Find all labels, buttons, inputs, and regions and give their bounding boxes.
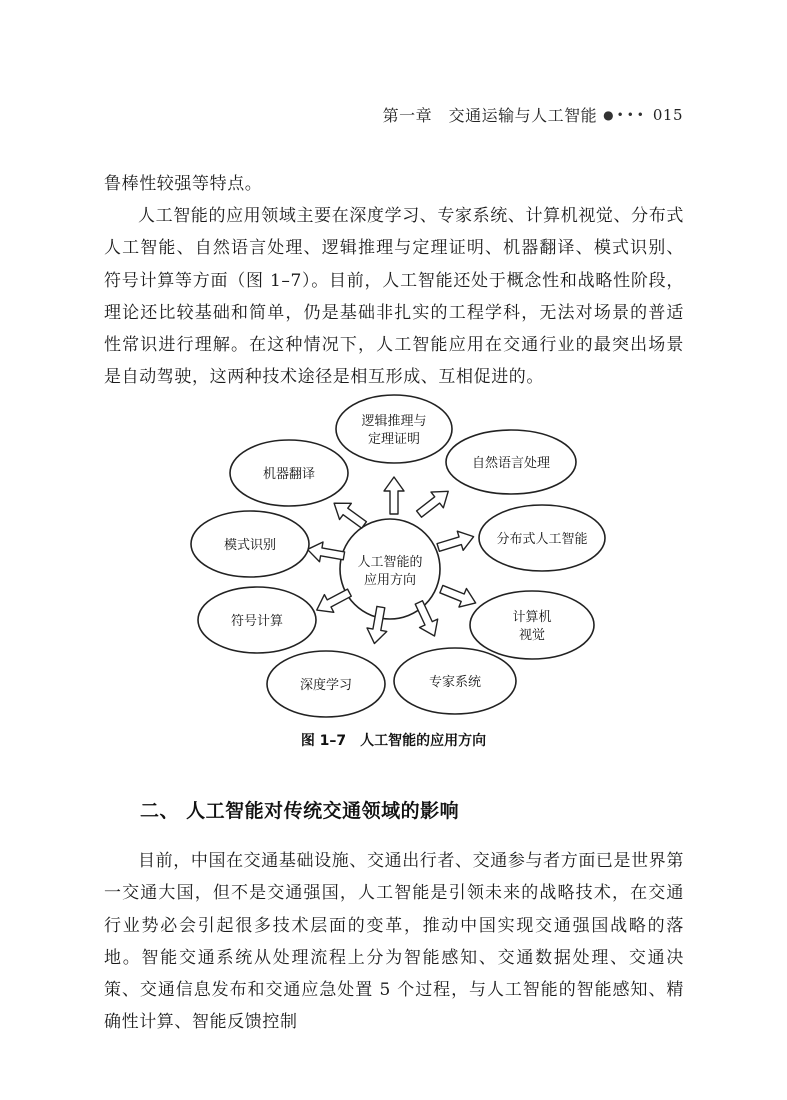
- header-dots: ●•••: [603, 107, 647, 122]
- arrow-down-right: [410, 598, 444, 640]
- chapter-title: 第一章 交通运输与人工智能: [382, 106, 598, 125]
- node-vision-line1: 计算机: [512, 610, 552, 625]
- node-deep-learning: [267, 651, 385, 717]
- paragraph-traffic-impact: 目前，中国在交通基础设施、交通出行者、交通参与者方面已是世界第一交通大国，但不是交通强国，人工智能是引领未来的战略技术，在交通行业势必会引起很多技术层面的变革，推动中国实现交通强国战略的落地。智能交通系统从处理流程上分为智能感知、交通数据处理、交通决策、交通信息发布和交通应急处置 5 个过程，与人工智能的智能感知、精确性计算、智能反馈控制: [104, 851, 684, 1033]
- node-logic-reasoning: [336, 395, 452, 463]
- node-natural-language: [446, 430, 576, 494]
- arrow-left: [306, 540, 346, 566]
- arrow-lower-left: [312, 584, 354, 619]
- node-distributed-line1: 分布式人工智能: [496, 532, 588, 547]
- page-number: 015: [652, 105, 683, 124]
- center-label-line2: 应用方向: [363, 573, 417, 588]
- node-vision-line2: 视觉: [518, 628, 546, 643]
- node-machine-translation: [230, 440, 348, 506]
- running-header: [383, 103, 683, 126]
- arrow-up: [384, 477, 404, 514]
- arrow-lower-right: [438, 580, 480, 612]
- node-nlp-line1: 自然语言处理: [471, 456, 551, 471]
- node-expert-line1: 专家系统: [428, 675, 482, 690]
- node-symbolic-computation: [198, 587, 316, 653]
- node-computer-vision: [470, 591, 594, 659]
- node-distributed-ai: [479, 505, 605, 571]
- node-expert-system: [394, 648, 516, 714]
- center-label-line1: 人工智能的: [357, 555, 423, 570]
- node-pattern-recognition: [191, 511, 309, 577]
- figure-caption: 图 1–7 人工智能的应用方向: [300, 733, 487, 749]
- node-logic-line2: 定理证明: [367, 432, 421, 447]
- diagram-svg: [180, 392, 610, 722]
- node-logic-line1: 逻辑推理与: [361, 414, 427, 429]
- node-pattern-line1: 模式识别: [223, 538, 277, 553]
- node-symbolic-line1: 符号计算: [230, 614, 284, 629]
- arrow-right: [435, 527, 476, 557]
- node-translation-line1: 机器翻译: [262, 467, 316, 482]
- section-heading: 二、 人工智能对传统交通领域的影响: [140, 800, 460, 822]
- figure-ai-application-directions: [180, 392, 610, 722]
- paragraph-application-areas: 人工智能的应用领域主要在深度学习、专家系统、计算机视觉、分布式人工智能、自然语言处理、逻辑推理与定理证明、机器翻译、模式识别、符号计算等方面（图 1–7）。目前，人工智能还处于概念性和战略性阶段，理论还比较基础和简单，仍是基础非扎实的工程学科，无法对场景的普适性常识进行理解。在这种情况下，人工智能应用在交通行业的最突出场景是自动驾驶，这两种技术途径是相互形成、互相促进的。: [104, 206, 684, 388]
- arrow-upper-right: [413, 483, 454, 522]
- node-deep-line1: 深度学习: [299, 678, 353, 693]
- paragraph-continuation: 鲁棒性较强等特点。: [104, 174, 263, 194]
